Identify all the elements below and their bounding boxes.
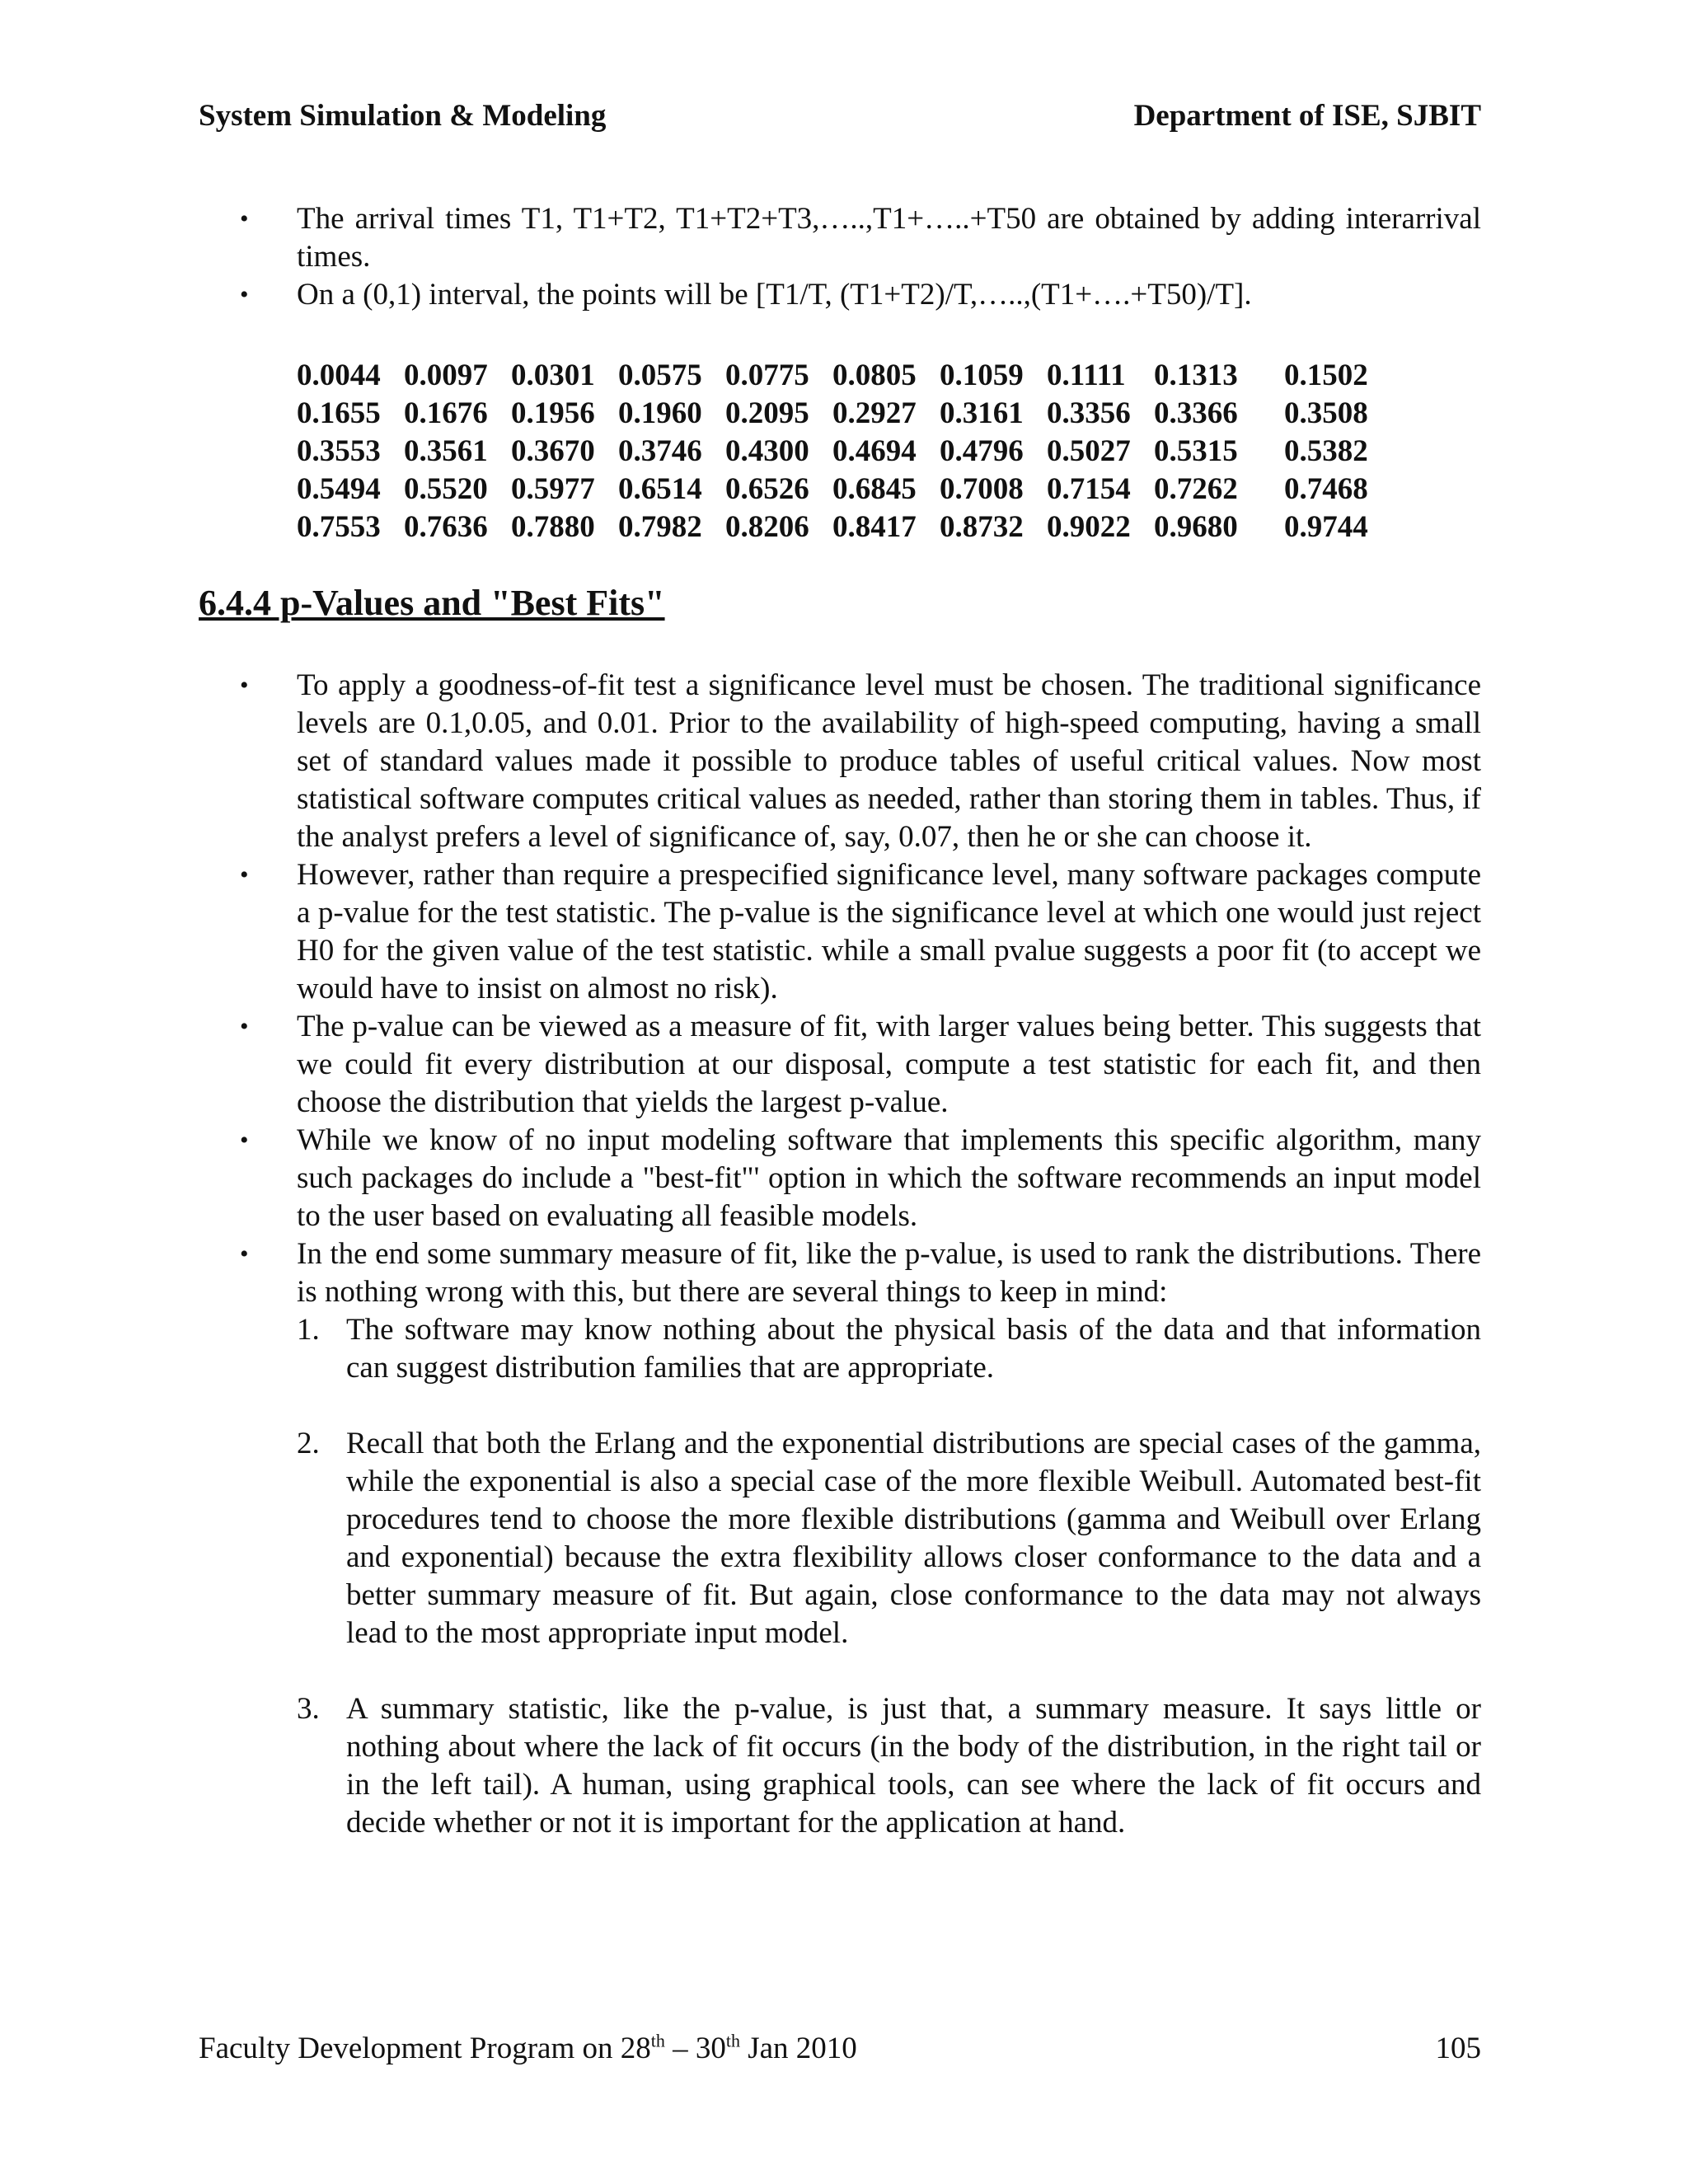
bullet-icon: • xyxy=(240,672,249,699)
bullet-icon: • xyxy=(240,1127,249,1154)
table-cell: 0.2095 xyxy=(725,396,809,430)
footer-sup-start: th xyxy=(650,2030,665,2051)
numbered-item xyxy=(297,1690,1481,1842)
page-number: 105 xyxy=(1435,2032,1481,2065)
list-item-text: In the end some summary measure of fit, like the p-value, is used to rank the distributions. There is nothing wrong with this, but there are several things to keep in mind: xyxy=(297,1237,1481,1309)
numbered-item-text: Recall that both the Erlang and the exponential distributions are special cases of the gamma, while the exponential is also a special case of the more flexible Weibull. Automated best-fit procedures tend to choose the more flexible distributions (gamma and Weibull over Erlang and exponential) because the extra flexibility allows closer conformance to the data and a better summary measure of fit. But again, close conformance to the data may not always lead to the most appropriate input model. xyxy=(346,1427,1481,1650)
points-table xyxy=(297,357,1391,546)
table-cell: 0.6845 xyxy=(832,472,917,506)
list-item xyxy=(199,1235,1481,1842)
list-item-text: To apply a goodness-of-fit test a significance level must be chosen. The traditional significance levels are 0.1,0.05, and 0.01. Prior to the availability of high-speed computing, having a small set of standard values made it possible to produce tables of useful critical values. Now most statistical software computes critical values as needed, rather than storing them in tables. Thus, if the analyst prefers a level of significance of, say, 0.07, then he or she can choose it. xyxy=(297,668,1481,854)
table-cell: 0.1502 xyxy=(1284,359,1368,392)
table-cell: 0.7636 xyxy=(404,510,488,544)
table-cell: 0.1960 xyxy=(618,396,702,430)
table-cell: 0.5382 xyxy=(1284,434,1368,468)
bullet-icon: • xyxy=(240,861,249,888)
table-cell: 0.6514 xyxy=(618,472,702,506)
list-item-text: On a (0,1) interval, the points will be [T1/T, (T1+T2)/T,…..,(T1+….+T50)/T]. xyxy=(297,278,1252,312)
item-number: 1. xyxy=(297,1313,320,1347)
table-row xyxy=(297,509,1391,546)
table-cell: 0.1655 xyxy=(297,396,381,430)
main-bullet-list xyxy=(199,667,1481,1842)
table-cell: 0.5494 xyxy=(297,472,381,506)
table-cell: 0.0097 xyxy=(404,359,488,392)
table-cell: 0.7880 xyxy=(511,510,595,544)
header-course-title: System Simulation & Modeling xyxy=(199,99,607,133)
page-header xyxy=(199,97,1481,135)
footer-middle: – 30 xyxy=(664,2032,726,2065)
numbered-item-text: The software may know nothing about the physical basis of the data and that information can suggest distribution families that are appropriate. xyxy=(346,1313,1481,1385)
header-department: Department of ISE, SJBIT xyxy=(1133,99,1481,133)
table-cell: 0.4796 xyxy=(940,434,1024,468)
table-cell: 0.7154 xyxy=(1047,472,1131,506)
table-cell: 0.8732 xyxy=(940,510,1024,544)
list-item-text: However, rather than require a prespecified significance level, many software packages compute a p-value for the test statistic. The p-value is the significance level at which one would just reject H0 for the given value of the test statistic. while a small pvalue suggests a poor fit (to accept we would have to insist on almost no risk). xyxy=(297,858,1481,1005)
list-item-text: While we know of no input modeling software that implements this specific algorithm, many such packages do include a "best-fit"' option in which the software recommends an input model to the user based on evaluating all feasible models. xyxy=(297,1123,1481,1233)
table-cell: 0.1313 xyxy=(1154,359,1238,392)
list-item xyxy=(199,667,1481,856)
table-cell: 0.5520 xyxy=(404,472,488,506)
bullet-icon: • xyxy=(240,205,249,232)
table-cell: 0.0805 xyxy=(832,359,917,392)
item-number: 3. xyxy=(297,1692,320,1726)
table-row xyxy=(297,433,1391,471)
list-item xyxy=(199,200,1481,276)
table-cell: 0.5977 xyxy=(511,472,595,506)
bullet-icon: • xyxy=(240,1013,249,1040)
section-title: 6.4.4 p-Values and "Best Fits" xyxy=(199,583,665,623)
table-cell: 0.6526 xyxy=(725,472,809,506)
table-cell: 0.7468 xyxy=(1284,472,1368,506)
table-cell: 0.0775 xyxy=(725,359,809,392)
table-cell: 0.9744 xyxy=(1284,510,1368,544)
page-footer xyxy=(199,2030,1481,2068)
table-cell: 0.4300 xyxy=(725,434,809,468)
table-cell: 0.5315 xyxy=(1154,434,1238,468)
table-cell: 0.3161 xyxy=(940,396,1024,430)
table-row xyxy=(297,471,1391,509)
table-cell: 0.5027 xyxy=(1047,434,1131,468)
table-cell: 0.3508 xyxy=(1284,396,1368,430)
table-cell: 0.0301 xyxy=(511,359,595,392)
table-cell: 0.8206 xyxy=(725,510,809,544)
list-item-text: The p-value can be viewed as a measure of fit, with larger values being better. This suggests that we could fit every distribution at our disposal, compute a test statistic for each fit, and then choose the distribution that yields the largest p-value. xyxy=(297,1010,1481,1119)
table-cell: 0.3746 xyxy=(618,434,702,468)
table-cell: 0.0044 xyxy=(297,359,381,392)
table-cell: 0.9680 xyxy=(1154,510,1238,544)
numbered-item-text: A summary statistic, like the p-value, is just that, a summary measure. It says little or nothing about where the lack of fit occurs (in the body of the distribution, in the right tail or in the left tail). A human, using graphical tools, can see where the lack of fit occurs and decide whether or not it is important for the application at hand. xyxy=(346,1692,1481,1840)
numbered-item xyxy=(297,1311,1481,1387)
footer-suffix: Jan 2010 xyxy=(739,2032,857,2065)
list-item xyxy=(199,1008,1481,1122)
list-item-text: The arrival times T1, T1+T2, T1+T2+T3,…..,T1+…..+T50 are obtained by adding interarrival times. xyxy=(297,202,1481,274)
table-cell: 0.7553 xyxy=(297,510,381,544)
table-cell: 0.3670 xyxy=(511,434,595,468)
table-row xyxy=(297,395,1391,433)
table-cell: 0.1059 xyxy=(940,359,1024,392)
intro-bullet-list xyxy=(199,200,1481,314)
footer-program xyxy=(199,2030,857,2068)
numbered-item xyxy=(297,1425,1481,1652)
footer-prefix: Faculty Development Program on 28 xyxy=(199,2032,651,2065)
numbered-list xyxy=(297,1311,1481,1842)
item-number: 2. xyxy=(297,1427,320,1460)
table-cell: 0.3553 xyxy=(297,434,381,468)
document-page xyxy=(199,0,1481,2184)
table-cell: 0.3356 xyxy=(1047,396,1131,430)
table-cell: 0.2927 xyxy=(832,396,917,430)
table-cell: 0.1111 xyxy=(1047,359,1126,392)
list-item xyxy=(199,1122,1481,1235)
table-cell: 0.8417 xyxy=(832,510,917,544)
table-cell: 0.3561 xyxy=(404,434,488,468)
table-cell: 0.0575 xyxy=(618,359,702,392)
table-row xyxy=(297,357,1391,395)
bullet-icon: • xyxy=(240,281,249,308)
table-cell: 0.7008 xyxy=(940,472,1024,506)
list-item xyxy=(199,856,1481,1008)
list-item xyxy=(199,276,1481,314)
table-cell: 0.7262 xyxy=(1154,472,1238,506)
table-cell: 0.9022 xyxy=(1047,510,1131,544)
table-cell: 0.7982 xyxy=(618,510,702,544)
table-cell: 0.4694 xyxy=(832,434,917,468)
table-cell: 0.1676 xyxy=(404,396,488,430)
footer-sup-end: th xyxy=(725,2030,740,2051)
table-cell: 0.1956 xyxy=(511,396,595,430)
bullet-icon: • xyxy=(240,1240,249,1268)
table-cell: 0.3366 xyxy=(1154,396,1238,430)
